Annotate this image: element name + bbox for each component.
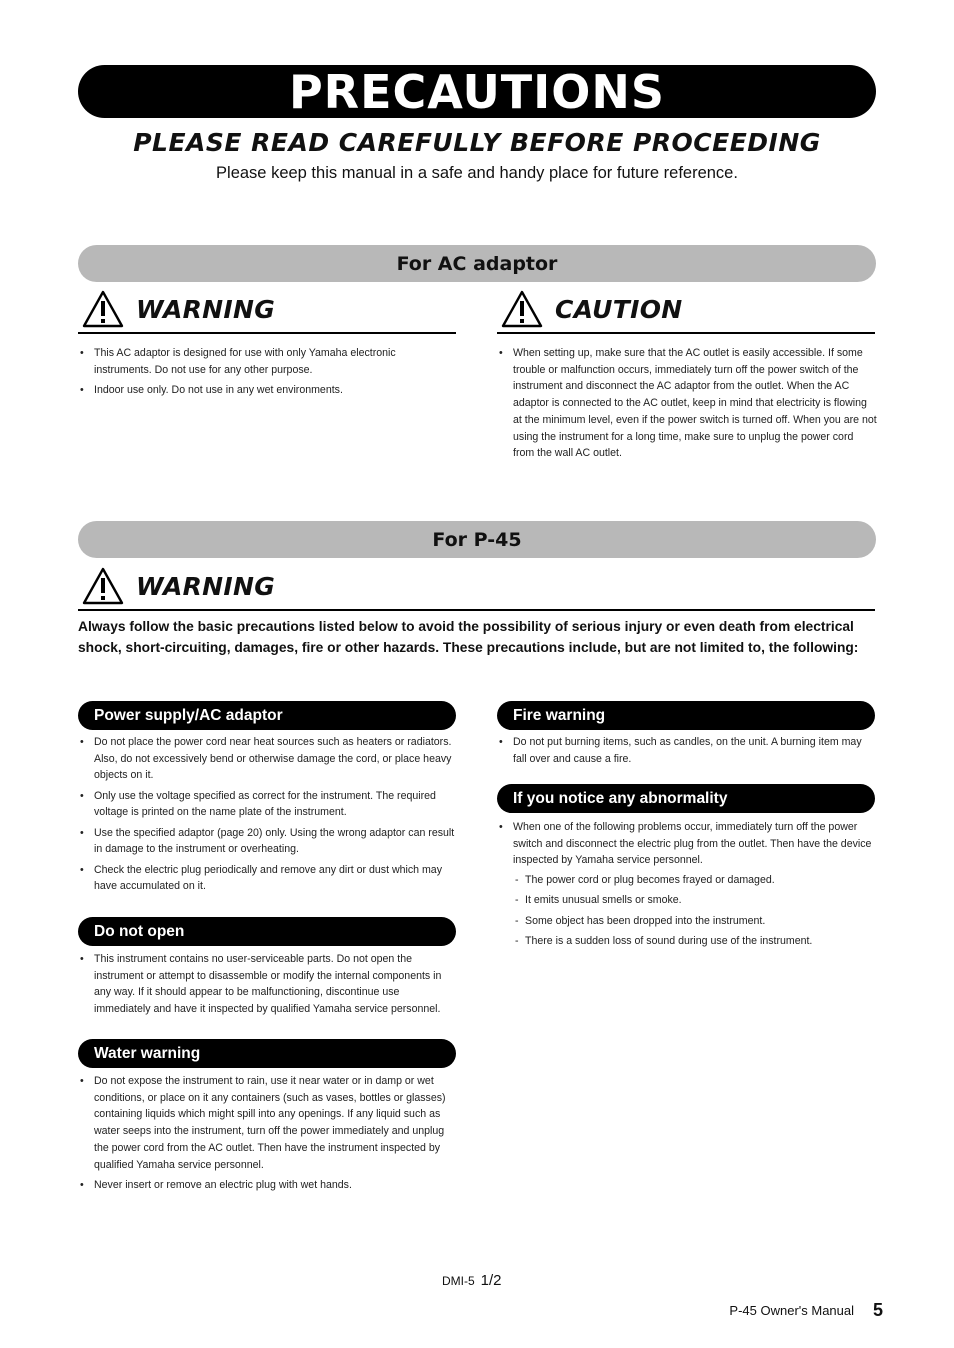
pill-title-do-not-open: Do not open — [94, 922, 185, 940]
list-item: • This AC adaptor is designed for use with only Yamaha electronic instruments. Do not use for any other purpose. — [78, 345, 456, 378]
caution-triangle-icon — [501, 290, 543, 328]
section-bar-p45 — [78, 521, 876, 558]
section-title-ac-adaptor: For AC adaptor — [396, 252, 558, 275]
page-subtitle: PLEASE READ CAREFULLY BEFORE PROCEEDING — [133, 128, 821, 157]
pill-title-power-supply: Power supply/AC adaptor — [94, 706, 283, 724]
pill-water-warning — [78, 1039, 456, 1068]
sub-list-item: - Some object has been dropped into the instrument. — [513, 913, 877, 930]
doc-fraction: 1/2 — [480, 1272, 502, 1289]
ac-caution-word: CAUTION — [555, 294, 683, 324]
list-item: • Use the specified adaptor (page 20) only. Using the wrong adaptor can result in damage to the instrument or overheating. — [78, 825, 456, 858]
list-item: • Never insert or remove an electric plug with wet hands. — [78, 1177, 456, 1194]
warning-triangle-icon — [82, 290, 124, 328]
title-banner — [78, 65, 876, 118]
pill-fire-warning — [497, 701, 875, 730]
fire-warning-list — [497, 734, 875, 771]
sub-list-item: - It emits unusual smells or smoke. — [513, 892, 877, 909]
list-item: • Only use the voltage specified as correct for the instrument. The required voltage is printed on the name plate of the instrument. — [78, 788, 456, 821]
pill-title-water-warning: Water warning — [94, 1044, 201, 1062]
keep-note: Please keep this manual in a safe and handy place for future reference. — [216, 164, 738, 182]
section-title-p45: For P-45 — [432, 528, 522, 551]
list-item: • Indoor use only. Do not use in any wet environments. — [78, 382, 456, 399]
page-number: 5 — [873, 1300, 884, 1320]
page-title: PRECAUTIONS — [288, 64, 666, 119]
section-bar-ac-adaptor — [78, 245, 876, 282]
list-item: • Do not expose the instrument to rain, use it near water or in damp or wet conditions, or place on it any containers (such as vases, bottles or glasses) containing liquids which might spill into any openings. If any liquid such as water seeps into the instrument, turn off the power immediately and unplug the power cord from the AC outlet. Then have the instrument inspected by qualified Yamaha service personnel. — [78, 1073, 456, 1173]
warning-triangle-icon — [82, 567, 124, 605]
ac-warning-word: WARNING — [136, 294, 276, 324]
water-warning-list — [78, 1073, 456, 1197]
pill-title-abnormality: If you notice any abnormality — [513, 789, 728, 807]
pill-power-supply — [78, 701, 456, 730]
sub-list-item: - There is a sudden loss of sound during use of the instrument. — [513, 933, 877, 950]
ac-caution-heading — [497, 286, 875, 334]
ac-warning-list — [78, 345, 456, 402]
pill-title-fire-warning: Fire warning — [513, 706, 606, 724]
list-item: • This instrument contains no user-serviceable parts. Do not open the instrument or attempt to disassemble or modify the internal components in any way. If it should appear to be malfunctioning, discontinue use immediately and have it inspected by qualified Yamaha service personnel. — [78, 951, 456, 1018]
doc-code: DMI-5 — [442, 1274, 475, 1288]
list-item: • Do not put burning items, such as candles, on the unit. A burning item may fall over and cause a fire. — [497, 734, 875, 767]
ac-warning-heading — [78, 286, 456, 334]
abnormality-list — [497, 819, 877, 953]
list-item: • Do not place the power cord near heat sources such as heaters or radiators. Also, do not excessively bend or otherwise damage the cord, or place heavy objects on it. — [78, 734, 456, 784]
p45-warning-word: WARNING — [136, 571, 276, 601]
footer-manual-name: P-45 Owner's Manual — [729, 1303, 854, 1318]
list-item — [497, 819, 877, 950]
power-supply-list — [78, 734, 456, 899]
sub-list-item: - The power cord or plug becomes frayed or damaged. — [513, 872, 877, 889]
abnormality-text: When one of the following problems occur, immediately turn off the power switch and disconnect the electric plug from the outlet. Then have the device inspected by Yamaha service personnel. — [513, 821, 872, 867]
ac-caution-list — [497, 345, 877, 466]
p45-intro: Always follow the basic precautions listed below to avoid the possibility of serious injury or even death from electrical shock, short-circuiting, damages, fire or other hazards. These precautions include, but are not limited to, the following: — [78, 619, 859, 655]
do-not-open-list — [78, 951, 456, 1021]
list-item: • Check the electric plug periodically and remove any dirt or dust which may have accumulated on it. — [78, 862, 456, 895]
footer-doc-code — [442, 1272, 502, 1289]
pill-abnormality — [497, 784, 875, 813]
list-item: • When setting up, make sure that the AC outlet is easily accessible. If some trouble or malfunction occurs, immediately turn off the power switch of the instrument and disconnect the AC adaptor from the outlet. When the AC adaptor is connected to the AC outlet, keep in mind that electricity is flowing at the minimum level, even if the power switch is turned off. When you are not using the instrument for a long time, make sure to unplug the power cord from the wall AC outlet. — [497, 345, 877, 462]
abnormality-sublist — [513, 872, 877, 950]
pill-do-not-open — [78, 917, 456, 946]
p45-warning-heading — [78, 563, 875, 611]
